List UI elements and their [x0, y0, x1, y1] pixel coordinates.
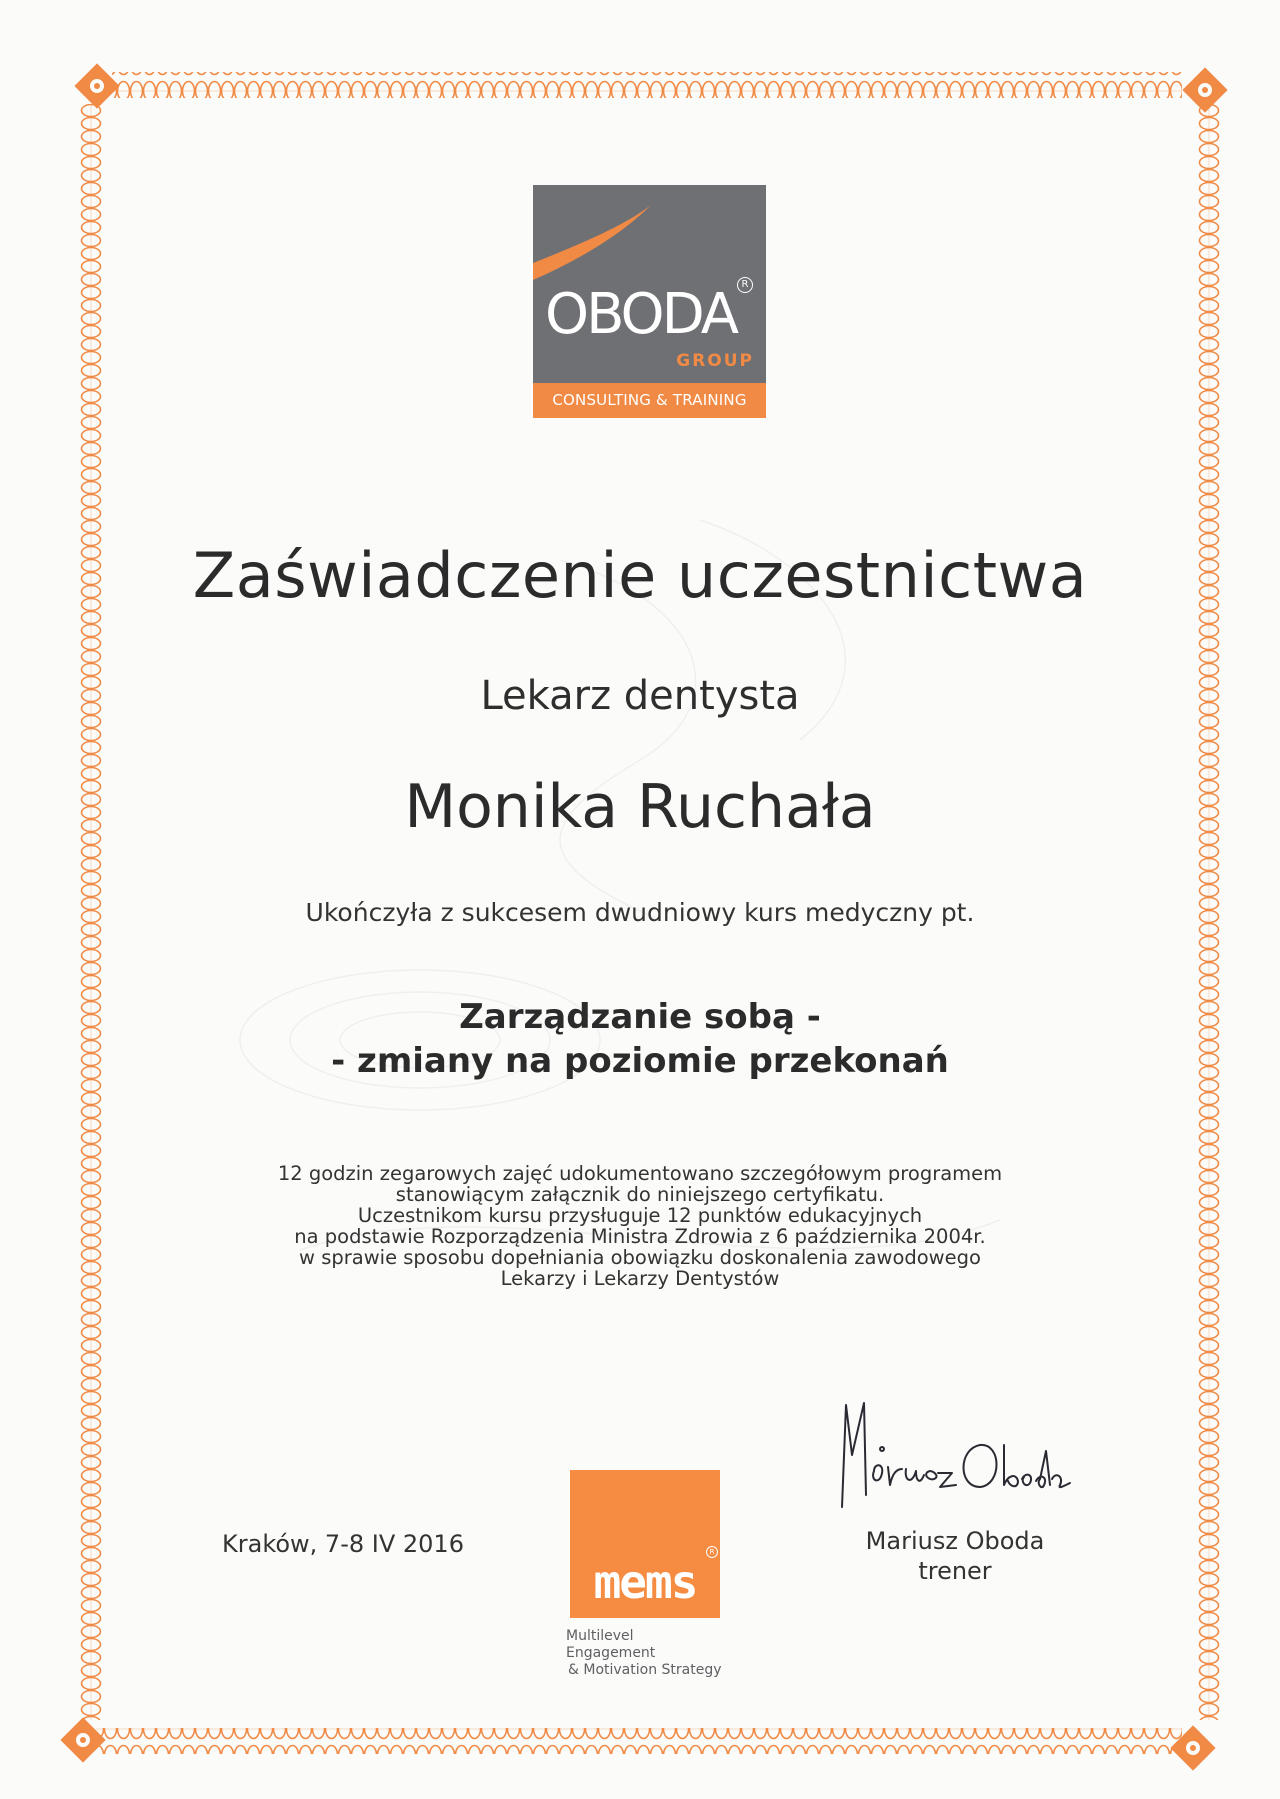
logo-group-label: GROUP	[676, 351, 754, 371]
signer-role: trener	[918, 1557, 992, 1585]
registered-mark: R	[706, 1546, 718, 1558]
oboda-group-logo	[533, 185, 766, 418]
recipient-profession: Lekarz dentysta	[480, 673, 800, 719]
signer-name: Mariusz Oboda	[865, 1527, 1045, 1555]
course-details-line: na podstawie Rozporządzenia Ministra Zdrowia z 6 października 2004r.	[294, 1225, 986, 1248]
handwritten-signature	[830, 1385, 1080, 1515]
course-title-line: Zarządzanie sobą -	[459, 997, 821, 1037]
mems-tagline-line: Multilevel Engagement	[566, 1628, 656, 1661]
course-details-line: Uczestnikom kursu przysługuje 12 punktów edukacyjnych	[357, 1204, 923, 1227]
logo-wordmark: OBODA	[545, 282, 737, 347]
course-title-line: - zmiany na poziomie przekonań	[331, 1041, 949, 1081]
mems-tagline	[566, 1628, 726, 1679]
course-details-line: 12 godzin zegarowych zajęć udokumentowano szczegółowym programem	[277, 1162, 1003, 1185]
mems-tagline-line: & Motivation Strategy	[568, 1662, 722, 1678]
logo-tagline: CONSULTING & TRAINING	[533, 383, 766, 418]
certificate-title: Zaświadczenie uczestnictwa	[192, 539, 1088, 612]
course-details-line: Lekarzy i Lekarzy Dentystów	[500, 1267, 780, 1290]
course-details-line: w sprawie sposobu dopełniania obowiązku doskonalenia zawodowego	[299, 1246, 981, 1269]
course-details-line: stanowiącym załącznik do niniejszego certyfikatu.	[395, 1183, 885, 1206]
mems-logo	[566, 1470, 722, 1678]
completion-statement: Ukończyła z sukcesem dwudniowy kurs medyczny pt.	[305, 898, 975, 927]
course-title	[0, 995, 1280, 1083]
recipient-name: Monika Ruchała	[404, 772, 876, 842]
logo-background	[533, 185, 766, 383]
mems-wordmark: mems	[593, 1555, 697, 1609]
course-details	[0, 1163, 1280, 1289]
registered-mark: R	[737, 277, 753, 293]
place-and-date: Kraków, 7-8 IV 2016	[222, 1530, 464, 1558]
